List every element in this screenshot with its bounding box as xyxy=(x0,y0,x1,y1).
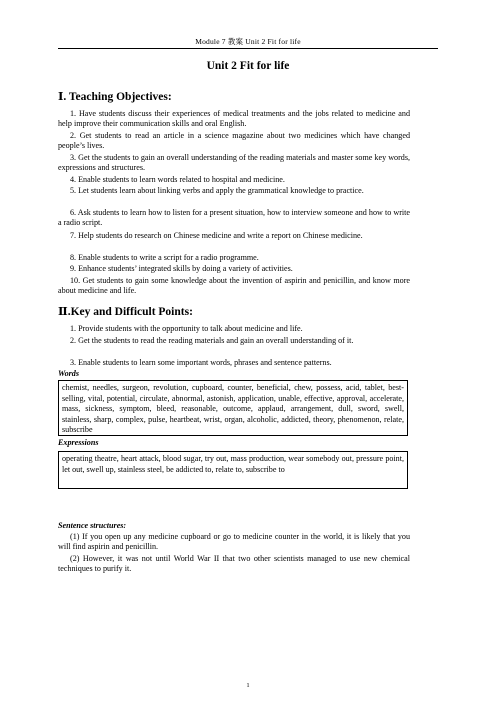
objective-item: 3. Get the students to gain an overall understanding of the reading materials and master some key words, expressions and structures. xyxy=(58,153,410,173)
objective-item: 9. Enhance students’ integrated skills by doing a variety of activities. xyxy=(70,264,293,273)
sentences-label: Sentence structures: xyxy=(58,521,127,530)
sentence-item: (1) If you open up any medicine cupboard or go to medicine counter in the world, it is likely that you will find aspirin and penicillin. xyxy=(58,532,410,552)
objective-item: 1. Have students discuss their experiences of medical treatments and the jobs related to medicine and help improve their communication skills and oral English. xyxy=(58,109,410,129)
objective-item: 8. Enable students to write a script for a radio programme. xyxy=(70,253,259,262)
words-label: Words xyxy=(58,369,79,378)
expressions-box: operating theatre, heart attack, blood sugar, try out, mass production, wear somebody out, pressure point, let out, swell up, stainless steel, be addicted to, relate to, subscribe to xyxy=(58,451,408,489)
sentence-item: (2) However, it was not until World War II that two other scientists managed to use new chemical techniques to purify it. xyxy=(58,554,410,574)
key-point-item: 1. Provide students with the opportunity to talk about medicine and life. xyxy=(70,324,303,333)
objective-item: 7. Help students do research on Chinese medicine and write a report on Chinese medicine. xyxy=(70,231,363,240)
objective-item: 6. Ask students to learn how to listen for a present situation, how to interview someone and how to write a radio script. xyxy=(58,208,410,228)
key-point-item: 3. Enable students to learn some important words, phrases and sentence patterns. xyxy=(70,358,332,367)
objectives-heading: Ⅰ. Teaching Objectives: xyxy=(58,91,172,103)
objective-item: 5. Let students learn about linking verbs and apply the grammatical knowledge to practice. xyxy=(70,186,364,195)
words-box: chemist, needles, surgeon, revolution, cupboard, counter, beneficial, chew, possess, acid, tablet, best-selling, vital, potential, circulate, abnormal, astonish, application, unable, effective, approval, accelerate, mass, sickness, symptom, bleed, reasonable, outcome, applaud, arrangement, dull, sword, swell, stainless, sharp, complex, pulse, heartbeat, wrist, organ, alcoholic, addicted, theory, phenomenon, relate, subscribe xyxy=(58,380,408,436)
key-point-item: 2. Get the students to read the reading materials and gain an overall understanding of it. xyxy=(70,336,354,345)
document-title: Unit 2 Fit for life xyxy=(206,60,290,72)
objective-item: 4. Enable students to learn words related to hospital and medicine. xyxy=(70,175,285,184)
header-rule xyxy=(58,48,438,49)
objective-item: 10. Get students to gain some knowledge about the invention of aspirin and penicillin, and know more about medicine and life. xyxy=(58,276,410,296)
key-points-heading: Ⅱ.Key and Difficult Points: xyxy=(58,306,193,318)
page-number: 1 xyxy=(246,682,250,689)
running-header: Module 7 教案 Unit 2 Fit for life xyxy=(195,37,301,46)
objective-item: 2. Get students to read an article in a science magazine about two medicines which have changed people’s lives. xyxy=(58,131,410,151)
expressions-label: Expressions xyxy=(58,438,99,447)
